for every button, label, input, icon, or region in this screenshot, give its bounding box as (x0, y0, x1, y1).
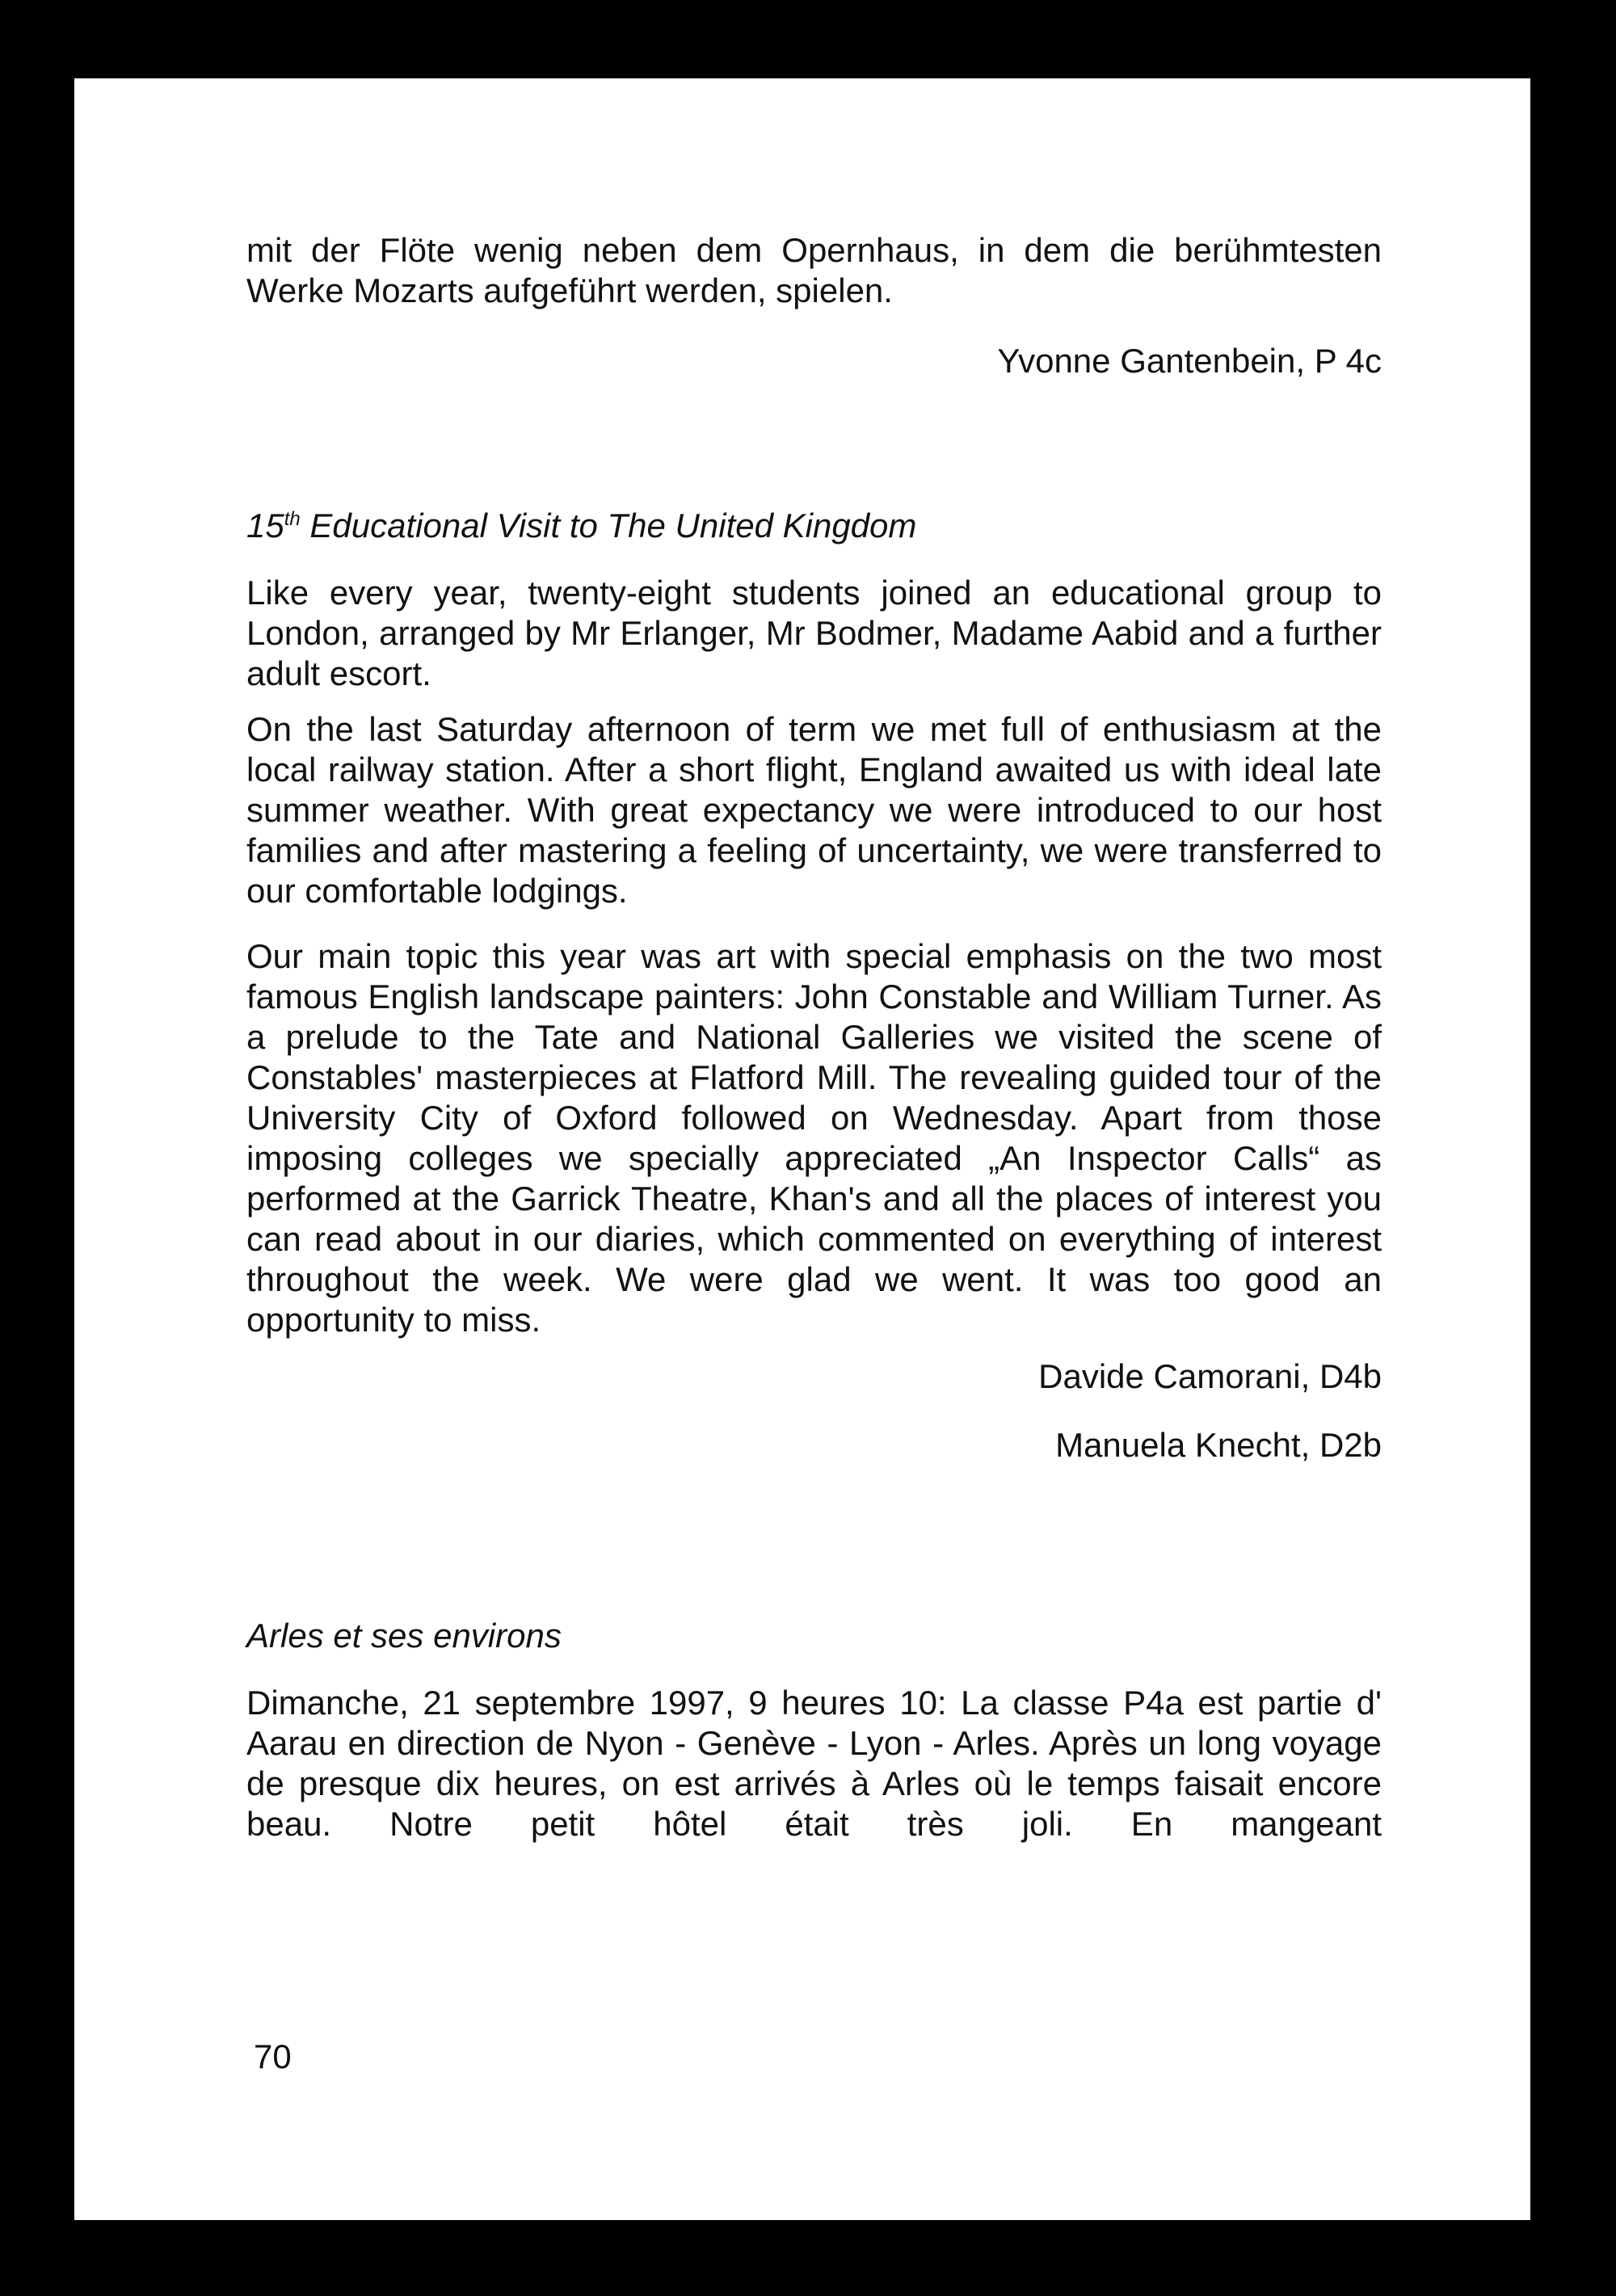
uk-visit-paragraph-1: Like every year, twenty-eight students joined an educational group to London, arranged by Mr Erlanger, Mr Bodmer, Madame Aabid and a further adult escort. (246, 574, 1382, 692)
heading-superscript: th (284, 508, 301, 530)
uk-visit-paragraph-3: Our main topic this year was art with special emphasis on the two most famous English landscape painters: John Constable and William Turner. As a prelude to the Tate and National Galleries we visited the scene of Constables' masterpieces at Flatford Mill. The revealing guided tour of the University City of Oxford followed on Wednesday. Apart from those imposing colleges we specially appreciated „An Inspector Calls“ as performed at the Garrick Theatre, Khan's and all the places of interest you can read about in our diaries, which commented on everything of interest throughout the week. We were glad we went. It was too good an opportunity to miss. (246, 937, 1382, 1339)
continuation-paragraph: mit der Flöte wenig neben dem Opernhaus, in dem die berühmtesten Werke Mozarts aufgeführt werden, spielen. (246, 231, 1382, 309)
uk-visit-heading (246, 506, 1382, 546)
arles-heading: Arles et ses environs (246, 1617, 562, 1655)
document-page (74, 78, 1530, 2220)
uk-visit-paragraph-2: On the last Saturday afternoon of term we met full of enthusiasm at the local railway station. After a short flight, England awaited us with ideal late summer weather. With great expectancy we were introduced to our host families and after mastering a feeling of uncertainty, we were transferred to our comfortable lodgings. (246, 710, 1382, 910)
arles-paragraph: Dimanche, 21 septembre 1997, 9 heures 10: La classe P4a est partie d' Aarau en direction de Nyon - Genève - Lyon - Arles. Après un long voyage de presque dix heures, on est arrivés à Arles où le temps faisait encore beau. Notre petit hôtel était très joli. En mangeant (246, 1684, 1382, 1843)
signature-davide: Davide Camorani, D4b (1038, 1357, 1382, 1395)
heading-number: 15 (246, 507, 284, 545)
signature-yvonne: Yvonne Gantenbein, P 4c (997, 342, 1382, 380)
signature-manuela: Manuela Knecht, D2b (1055, 1426, 1382, 1464)
heading-title: Educational Visit to The United Kingdom (300, 507, 917, 545)
page-number: 70 (254, 2037, 292, 2075)
